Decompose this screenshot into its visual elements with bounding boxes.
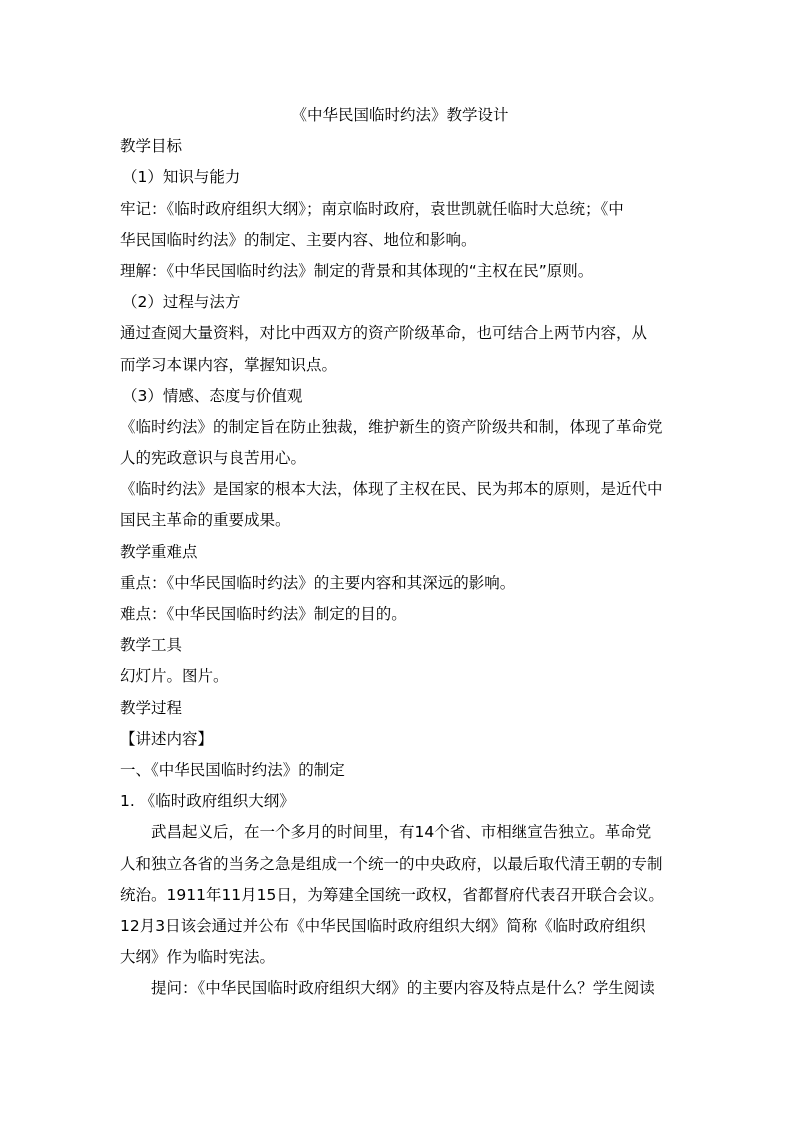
paragraph-line: 人和独立各省的当务之急是组成一个统一的中央政府，以最后取代清王朝的专制 [120, 854, 663, 873]
document-page [120, 100, 680, 1004]
subheading-emotion: （3）情感、态度与价值观 [122, 386, 303, 405]
paragraph-line: 大纲》作为临时宪法。 [120, 948, 276, 967]
section-heading-process: 教学过程 [120, 698, 183, 717]
paragraph-line: 《临时约法》是国家的根本大法，体现了主权在民、民为邦本的原则，是近代中 [120, 480, 663, 499]
subheading-item-one: 1. 《临时政府组织大纲》 [120, 792, 295, 811]
section-heading-tools: 教学工具 [120, 636, 183, 655]
paragraph-line: 提问：《中华民国临时政府组织大纲》的主要内容及特点是什么？学生阅读 [151, 979, 655, 998]
paragraph-line: 统治。1911年11月15日，为筹建全国统一政权，省都督府代表召开联合会议。 [120, 885, 664, 904]
paragraph-line: 理解：《中华民国临时约法》制定的背景和其体现的“主权在民”原则。 [120, 261, 594, 280]
paragraph-line: 12月3日该会通过并公布《中华民国临时政府组织大纲》简称《临时政府组织 [120, 916, 646, 935]
section-heading-objectives: 教学目标 [120, 137, 183, 156]
document-title: 《中华民国临时约法》教学设计 [291, 106, 509, 124]
paragraph-line: 牢记：《临时政府组织大纲》；南京临时政府，袁世凯就任临时大总统；《中 [120, 199, 624, 218]
paragraph-line: 通过查阅大量资料，对比中西双方的资产阶级革命，也可结合上两节内容，从 [120, 324, 648, 343]
subheading-knowledge: （1）知识与能力 [122, 168, 241, 187]
subheading-part-one: 一、《中华民国临时约法》的制定 [120, 760, 345, 779]
paragraph-line: 而学习本课内容，掌握知识点。 [120, 355, 338, 374]
paragraph-line: 武昌起义后，在一个多月的时间里，有14个省、市相继宣告独立。革命党 [151, 823, 652, 842]
paragraph-line: 难点：《中华民国临时约法》制定的目的。 [120, 605, 407, 623]
paragraph-line: 人的宪政意识与良苦用心。 [120, 449, 307, 468]
section-heading-key-points: 教学重难点 [120, 542, 198, 561]
paragraph-line: 国民主革命的重要成果。 [120, 511, 291, 530]
paragraph-line: 重点：《中华民国临时约法》的主要内容和其深远的影响。 [120, 573, 516, 592]
paragraph-line: 《临时约法》的制定旨在防止独裁，维护新生的资产阶级共和制，体现了革命党 [120, 417, 663, 436]
paragraph-line: 幻灯片。图片。 [120, 667, 229, 686]
paragraph-line: 华民国临时约法》的制定、主要内容、地位和影响。 [120, 230, 477, 249]
subheading-process: （2）过程与法方 [122, 293, 241, 312]
subheading-lecture: 【讲述内容】 [120, 729, 214, 748]
